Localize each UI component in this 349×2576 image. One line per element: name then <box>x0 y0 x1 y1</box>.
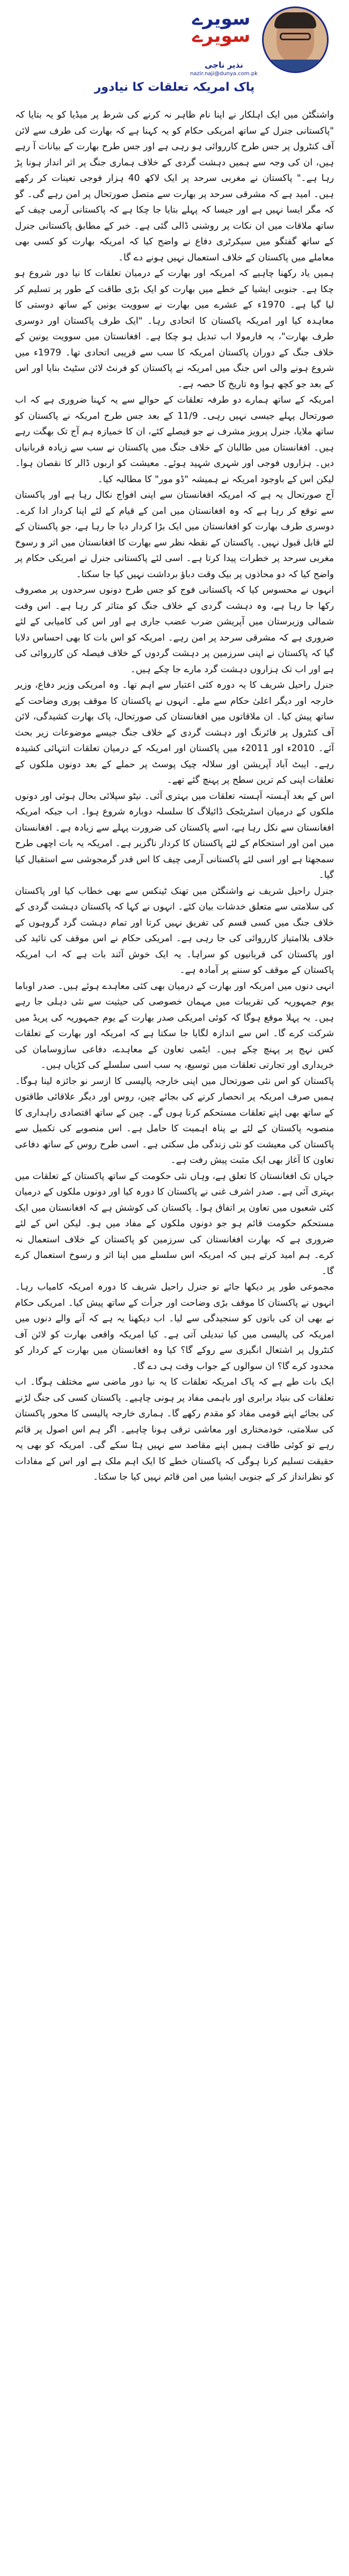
paragraph: پاکستان کو اس نئی صورتحال میں اپنی خارجہ پالیسی کا ازسر نو جائزہ لینا ہوگا۔ ہمیں صرف امریکہ پر انحصار کرنے کی بجائے چین، روس اور دیگر علاقائی طاقتوں کے ساتھ بھی اپنے تعلقات مستحکم کرنا ہوں گے۔ چین کے ساتھ اقتصادی راہداری کا منصوبہ پاکستان کے لئے بے پناہ اہمیت کا حامل ہے۔ اس منصوبے کی تکمیل سے پاکستان کی معیشت کو نئی زندگی مل سکتی ہے۔ اسی طرح روس کے ساتھ دفاعی تعاون کا آغاز بھی ایک مثبت پیش رفت ہے۔ <box>15 1075 334 1166</box>
paragraph: انہوں نے محسوس کیا کہ پاکستانی فوج کو جس طرح دونوں سرحدوں پر مصروف رکھا جا رہا ہے، وہ دہشت گردی کے خلاف جنگ کو متاثر کر رہا ہے۔ اس وقت شمالی وزیرستان میں آپریشن ضرب عضب جاری ہے اور اس کی کامیابی کے لئے ضروری ہے کہ مشرقی سرحد پر امن رہے۔ امریکہ کو اس بات کا بھی احساس دلایا گیا کہ پاکستان نے اپنی سرزمین پر دہشت گردوں کے خلاف فیصلہ کن کارروائی کی ہے اور اب تک ہزاروں دہشت گرد مارے جا چکے ہیں۔ <box>15 585 334 675</box>
paragraph: اس کے بعد آہستہ آہستہ تعلقات میں بہتری آئی۔ نیٹو سپلائی بحال ہوئی اور دونوں ملکوں کے درمیان اسٹریٹجک ڈائیلاگ کا سلسلہ دوبارہ شروع ہوا۔ اب جبکہ امریکہ افغانستان سے نکل رہا ہے، اسے پاکستان کی ضرورت پہلے سے زیادہ ہے۔ افغانستان میں امن اور استحکام کے لئے پاکستان کا کردار ناگزیر ہے۔ امریکہ یہ بات اچھی طرح سمجھتا ہے اور اسی لئے پاکستانی آرمی چیف کا اس قدر گرمجوشی سے استقبال کیا گیا۔ <box>15 790 334 881</box>
logo-line-2: سویرے <box>192 25 251 47</box>
paragraph: جہاں تک افغانستان کا تعلق ہے، وہاں نئی حکومت کے ساتھ پاکستان کے تعلقات میں بہتری آئی ہے۔ صدر اشرف غنی نے پاکستان کا دورہ کیا اور دونوں ملکوں کے درمیان کئی شعبوں میں تعاون پر اتفاق ہوا۔ پاکستان کی کوشش ہے کہ افغانستان میں ایک مستحکم حکومت قائم ہو جو دونوں ملکوں کے مفاد میں ہو۔ لیکن اس کے لئے ضروری ہے کہ بھارت افغانستان کی سرزمین کو پاکستان کے خلاف استعمال نہ کرے۔ ہم امید کرتے ہیں کہ امریکہ اس سلسلے میں اپنا اثر و رسوخ استعمال کرے گا۔ <box>15 1170 334 1277</box>
column-header <box>0 0 349 86</box>
paragraph: جنرل راحیل شریف کا یہ دورہ کئی اعتبار سے اہم تھا۔ وہ امریکی وزیر دفاع، وزیر خارجہ اور دیگر اعلیٰ حکام سے ملے۔ انہوں نے پاکستان کا موقف پوری وضاحت کے ساتھ پیش کیا۔ ان ملاقاتوں میں افغانستان کی صورتحال، پاک بھارت کشیدگی، لائن آف کنٹرول پر فائرنگ اور دہشت گردی کے خلاف جنگ جیسے موضوعات زیر بحث آئے۔ 2010ء اور 2011ء میں پاکستان اور امریکہ کے درمیان تعلقات انتہائی کشیدہ رہے۔ ایبٹ آباد آپریشن اور سلالہ چیک پوسٹ پر حملے کے بعد دونوں ملکوں کے تعلقات اپنی کم ترین سطح پر پہنچ گئے تھے۔ <box>15 680 334 785</box>
author-info <box>189 60 259 77</box>
paragraph: مجموعی طور پر دیکھا جائے تو جنرل راحیل شریف کا دورہ امریکہ کامیاب رہا۔ انہوں نے پاکستان کا موقف بڑی وضاحت اور جرأت کے ساتھ پیش کیا۔ امریکی حکام نے بھی ان کی باتوں کو سنجیدگی سے لیا۔ اب دیکھنا یہ ہے کہ آنے والے دنوں میں امریکہ کی پالیسی میں کیا تبدیلی آتی ہے۔ کیا امریکہ واقعی بھارت کو لائن آف کنٹرول پر اشتعال انگیزی سے روکے گا؟ کیا وہ افغانستان میں بھارت کے کردار کو محدود کرے گا؟ ان سوالوں کے جواب وقت ہی دے گا۔ <box>15 1282 334 1372</box>
paragraph: ایک بات طے ہے کہ پاک امریکہ تعلقات کا یہ نیا دور ماضی سے مختلف ہوگا۔ اب تعلقات کی بنیاد برابری اور باہمی مفاد پر ہونی چاہیے۔ پاکستان کسی کی جنگ لڑنے کی بجائے اپنے قومی مفاد کو مقدم رکھے گا۔ ہماری خارجہ پالیسی کا محور پاکستان کی سلامتی، خودمختاری اور معاشی ترقی ہونا چاہیے۔ اگر ہم اس اصول پر قائم رہے تو کوئی طاقت ہمیں اپنے مقاصد سے نہیں ہٹا سکے گی۔ امریکہ کو بھی یہ حقیقت تسلیم کرنا ہوگی کہ پاکستان خطے کا ایک اہم ملک ہے اور اس کے مفادات کو نظرانداز کر کے جنوبی ایشیا میں امن قائم نہیں کیا جا سکتا۔ <box>15 1377 334 1482</box>
author-name: نذیر ناجی <box>205 60 243 70</box>
logo-line-1: سویرے <box>192 8 251 30</box>
author-photo <box>262 6 329 73</box>
author-email: nazir.naji@dunya.com.pk <box>190 71 258 77</box>
paragraph: جنرل راحیل شریف نے واشنگٹن میں تھنک ٹینکس سے بھی خطاب کیا اور پاکستان کی سلامتی سے متعلق خدشات بیان کئے۔ انہوں نے کہا کہ پاکستان دہشت گردی کے خلاف جنگ میں کسی قسم کی تفریق نہیں کرتا اور تمام دہشت گرد گروہوں کے خلاف بلاامتیاز کارروائی کی جا رہی ہے۔ امریکی حکام نے اس موقف کی تائید کی اور پاکستان کی قربانیوں کو سراہا۔ یہ ایک خوش آئند بات ہے کہ اب امریکہ پاکستان کے موقف کو سننے پر آمادہ ہے۔ <box>15 885 334 976</box>
paragraph: آج صورتحال یہ ہے کہ امریکہ افغانستان سے اپنی افواج نکال رہا ہے اور پاکستان سے توقع کر رہا ہے کہ وہ افغانستان میں امن کے قیام کے لئے اپنا کردار ادا کرے۔ دوسری طرف بھارت کو افغانستان میں ایک بڑا کردار دیا جا رہا ہے، جو پاکستان کے لئے قابل قبول نہیں۔ پاکستان کے نقطہ نظر سے بھارت کا افغانستان میں اثر و رسوخ مغربی سرحد پر خطرات پیدا کرتا ہے۔ اسی لئے پاکستانی جنرل نے امریکی حکام پر واضح کیا کہ دو محاذوں پر بیک وقت دباؤ برداشت نہیں کیا جا سکتا۔ <box>15 490 334 580</box>
article-title: پاک امریکہ تعلقات کا نیادور <box>94 81 255 94</box>
paragraph: واشنگٹن میں ایک اہلکار نے اپنا نام ظاہر نہ کرنے کی شرط پر میڈیا کو یہ بتایا کہ "پاکستانی جنرل کے ساتھ امریکی حکام کو یہ کہنا ہے کہ بھارت کی طرف سے لائن آف کنٹرول پر جس طرح کارروائی ہو رہی ہے اور جس طرح بھارت کے بیانات آ رہے ہیں، ان کی وجہ سے ہمیں دہشت گردی کے خلاف ہماری جنگ پر اثر انداز ہونا پڑ رہا ہے۔" پاکستان نے مغربی سرحد پر ایک لاکھ 40 ہزار فوجی تعینات کر رکھے ہیں۔ امید ہے کہ مشرقی سرحد پر بھارت سے متصل صورتحال پر امن رہے گی۔ گو کہ مگر ایسا نہیں ہے اور جیسا کہ پہلے بتایا جا چکا ہے کہ پاکستانی آرمی چیف کے ساتھ ملاقات میں ان نکات پر روشنی ڈالی گئی ہے۔ خبر کے مطابق پاکستانی جنرل کے ساتھ گفتگو میں سیکرٹری دفاع نے واضح کیا کہ امریکہ بھارت کو کسی بھی معاملے میں پاکستان کے خلاف استعمال نہیں ہونے دے گا۔ <box>15 110 334 263</box>
paragraph: ہمیں یاد رکھنا چاہیے کہ امریکہ اور بھارت کے درمیان تعلقات کا نیا دور شروع ہو چکا ہے۔ جنوبی ایشیا کے خطے میں بھارت کو ایک بڑی طاقت کے طور پر تسلیم کر لیا گیا ہے۔ 1970ء کے عشرے میں بھارت نے سوویت یونین کے ساتھ دوستی کا معاہدہ کیا اور امریکہ پاکستان کا اتحادی رہا۔ "ایک طرف پاکستان اور دوسری طرف بھارت"، یہ فارمولا اب تبدیل ہو چکا ہے۔ افغانستان میں سوویت یونین کے خلاف جنگ کے دوران پاکستان امریکہ کا سب سے قریبی اتحادی تھا۔ 1979ء میں شروع ہونے والی اس جنگ میں امریکہ نے پاکستان کو فرنٹ لائن سٹیٹ بنایا اور اس کے بعد جو کچھ ہوا وہ تاریخ کا حصہ ہے۔ <box>15 268 335 390</box>
article-body <box>15 107 334 1486</box>
paragraph: امریکہ کے ساتھ ہمارے دو طرفہ تعلقات کے حوالے سے یہ کہنا ضروری ہے کہ اب صورتحال پہلے جیسی نہیں رہی۔ 11/9 کے بعد جس طرح امریکہ نے پاکستان کو ساتھ ملایا، جنرل پرویز مشرف نے جو فیصلے کئے، ان کا خمیازہ ہم آج تک بھگت رہے ہیں۔ افغانستان میں طالبان کے خلاف جنگ میں پاکستان نے سب سے زیادہ قربانیاں دیں۔ ہزاروں فوجی اور شہری شہید ہوئے۔ معیشت کو اربوں ڈالر کا نقصان ہوا۔ لیکن اس کے باوجود امریکہ نے ہمیشہ "ڈو مور" کا مطالبہ کیا۔ <box>15 395 334 485</box>
paragraph: انہی دنوں میں امریکہ اور بھارت کے درمیان بھی کئی معاہدے ہوئے ہیں۔ صدر اوباما یوم جمہوریہ کی تقریبات میں مہمان خصوصی کی حیثیت سے نئی دہلی جا رہے ہیں۔ یہ پہلا موقع ہوگا کہ کوئی امریکی صدر بھارت کے یوم جمہوریہ کی پریڈ میں شرکت کرے گا۔ اس سے اندازہ لگایا جا سکتا ہے کہ امریکہ اور بھارت کے تعلقات کس نہج پر پہنچ چکے ہیں۔ ایٹمی تعاون کے معاہدے، دفاعی سازوسامان کی خریداری اور تجارتی تعلقات میں توسیع، یہ سب اسی سلسلے کی کڑیاں ہیں۔ <box>15 980 334 1071</box>
column-logo <box>189 10 253 45</box>
